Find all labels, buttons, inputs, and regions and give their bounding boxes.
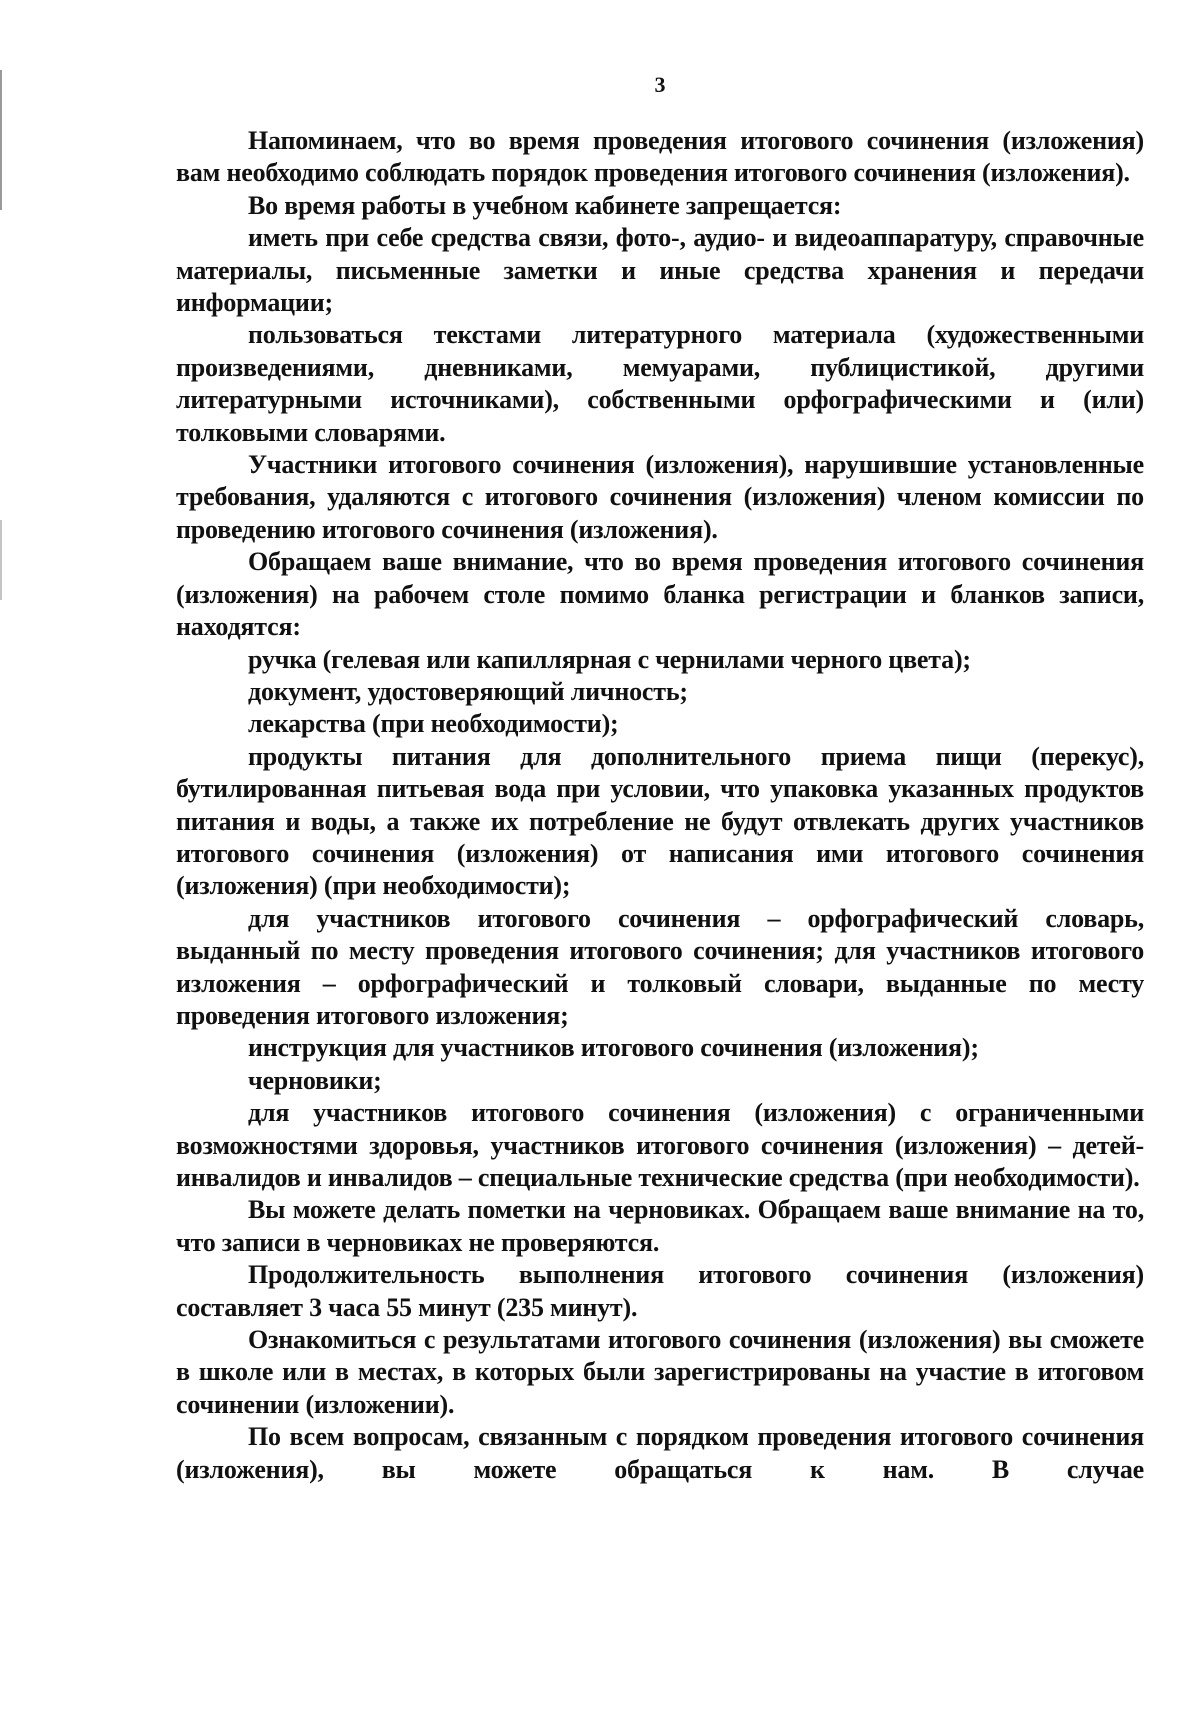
page-number: 3: [654, 72, 666, 97]
list-item-drafts: черновики;: [248, 1065, 382, 1095]
paragraph-contact: По всем вопросам, связанным с порядком проведения итогового сочинения (изложения), вы можете обращаться к нам. В случае: [176, 1422, 1144, 1484]
scan-edge-mark: [0, 520, 2, 600]
paragraph-prohibited-devices: иметь при себе средства связи, фото-, аудио- и видеоаппаратуру, справочные материалы, письменные заметки и иные средства хранения и передачи информации;: [176, 223, 1144, 318]
list-item-food-water: продукты питания для дополнительного приема пищи (перекус), бутилированная питьевая вода при условии, что упаковка указанных продуктов питания и воды, а также их потребление не будут отвлекать других участников итогового сочинения (изложения) от написания ими итогового сочинения (изложения) (при необходимости);: [176, 741, 1144, 901]
list-item-pen: ручка (гелевая или капиллярная с чернилами черного цвета);: [248, 644, 971, 674]
paragraph-prohibited-heading: Во время работы в учебном кабинете запрещается:: [248, 190, 842, 220]
list-item-special-means: для участников итогового сочинения (изложения) с ограниченными возможностями здоровья, участников итогового сочинения (изложения) – детей-инвалидов и инвалидов – специальные технические средства (при необходимости).: [176, 1098, 1144, 1192]
list-item-dictionaries: для участников итогового сочинения – орфографический словарь, выданный по месту проведения итогового сочинения; для участников итогового изложения – орфографический и толковый словари, выданные по месту проведения итогового изложения;: [176, 903, 1144, 1030]
list-item-instruction: инструкция для участников итогового сочинения (изложения);: [248, 1033, 979, 1063]
paragraph-draft-notes: Вы можете делать пометки на черновиках. Обращаем ваше внимание на то, что записи в черновиках не проверяются.: [176, 1195, 1144, 1257]
paragraph-violators-removed: Участники итогового сочинения (изложения), нарушившие установленные требования, удаляются с итогового сочинения (изложения) членом комиссии по проведению итогового сочинения (изложения).: [176, 450, 1144, 544]
paragraph-desk-items-intro: Обращаем ваше внимание, что во время проведения итогового сочинения (изложения) на рабочем столе помимо бланка регистрации и бланков записи, находятся:: [176, 547, 1144, 642]
paragraph-results: Ознакомиться с результатами итогового сочинения (изложения) вы сможете в школе или в местах, в которых были зарегистрированы на участие в итоговом сочинении (изложении).: [176, 1325, 1144, 1419]
paragraph-reminder: Напоминаем, что во время проведения итогового сочинения (изложения) вам необходимо соблюдать порядок проведения итогового сочинения (изложения).: [176, 126, 1144, 188]
paragraph-duration: Продолжительность выполнения итогового сочинения (изложения) составляет 3 часа 55 минут (235 минут).: [176, 1260, 1144, 1322]
document-body: [176, 125, 1144, 1486]
paragraph-prohibited-texts: пользоваться текстами литературного материала (художественными произведениями, дневниками, мемуарами, публицистикой, другими литературными источниками), собственными орфографическими и (или) толковыми словарями.: [176, 320, 1144, 447]
list-item-id-document: документ, удостоверяющий личность;: [248, 676, 688, 706]
list-item-medicine: лекарства (при необходимости);: [248, 709, 619, 739]
